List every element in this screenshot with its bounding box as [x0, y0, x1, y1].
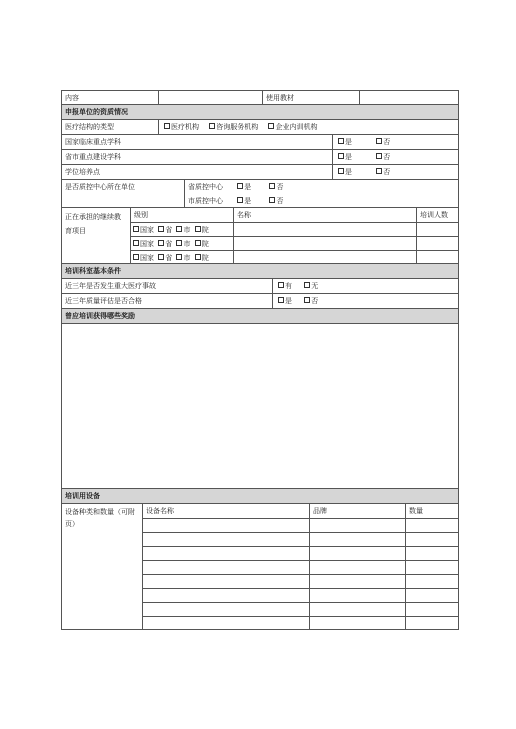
col-quantity: 数量 [405, 504, 458, 518]
brand-field[interactable] [309, 519, 405, 532]
quantity-field[interactable] [405, 617, 458, 630]
content-label: 内容 [65, 94, 79, 102]
level-hospital[interactable]: 院 [193, 226, 209, 234]
checkbox-icon [269, 197, 275, 203]
ce-header-row [131, 208, 458, 222]
provincial-key-label: 省市重点建设学科 [65, 153, 121, 161]
col-trainees-header: 培训人数 [416, 208, 458, 222]
level-options [131, 251, 233, 264]
yes-option[interactable]: 有 [276, 282, 292, 290]
level-city[interactable]: 市 [174, 240, 190, 248]
level-national[interactable]: 国家 [131, 226, 154, 234]
brand-field[interactable] [309, 589, 405, 602]
checkbox-icon [376, 138, 382, 144]
header-row [61, 90, 459, 105]
section-title: 培训用设备 [65, 491, 100, 500]
no-option[interactable]: 否 [374, 168, 390, 176]
checkbox-icon [376, 168, 382, 174]
equipment-label: 设备种类和数量（可附页） [65, 508, 135, 528]
awards-value[interactable] [62, 324, 458, 488]
equipment-name-field[interactable] [143, 617, 309, 630]
no-option[interactable]: 否 [267, 197, 283, 205]
checkbox-icon [176, 226, 182, 232]
project-name-field[interactable] [233, 237, 416, 250]
checkbox-icon [304, 297, 310, 303]
trainee-count-field[interactable] [416, 251, 458, 264]
no-option[interactable]: 否 [374, 153, 390, 161]
provincial-key-options [332, 150, 458, 164]
quantity-field[interactable] [405, 547, 458, 560]
level-province[interactable]: 省 [156, 240, 172, 248]
level-hospital[interactable]: 院 [193, 240, 209, 248]
project-name-field[interactable] [233, 223, 416, 236]
checkbox-icon [195, 240, 201, 246]
national-key-options [332, 135, 458, 149]
degree-point-row [61, 165, 459, 180]
col-level-header: 级别 [134, 211, 148, 219]
equipment-name-field[interactable] [143, 575, 309, 588]
org-type-row [61, 120, 459, 135]
quality-label: 近三年质量评估是否合格 [65, 297, 142, 305]
qc-center-options [184, 180, 458, 207]
brand-field[interactable] [309, 561, 405, 574]
awards-field[interactable] [61, 324, 459, 489]
ce-project-row [131, 250, 458, 264]
section-title: 申报单位的资质情况 [65, 107, 128, 116]
accident-label: 近三年是否发生重大医疗事故 [65, 282, 156, 290]
checkbox-icon [338, 168, 344, 174]
col-equipment-name: 设备名称 [146, 507, 174, 515]
equipment-data-row[interactable] [143, 616, 458, 630]
quantity-field[interactable] [405, 575, 458, 588]
yes-option[interactable]: 是 [235, 197, 251, 205]
trainee-count-field[interactable] [416, 223, 458, 236]
application-form [61, 90, 459, 630]
ce-projects-table [130, 208, 458, 263]
yes-option[interactable]: 是 [336, 168, 352, 176]
quality-options [272, 294, 458, 308]
level-province[interactable]: 省 [156, 226, 172, 234]
municipal-qc-row [185, 194, 458, 208]
equipment-data-row[interactable] [143, 532, 458, 546]
org-option-medical[interactable]: 医疗机构 [162, 123, 199, 131]
no-option[interactable]: 否 [302, 297, 318, 305]
checkbox-icon [133, 240, 139, 246]
equipment-name-field[interactable] [143, 533, 309, 546]
col-name-header: 名称 [233, 208, 416, 222]
no-option[interactable]: 无 [302, 282, 318, 290]
level-options [131, 223, 233, 236]
ce-project-row [131, 236, 458, 250]
trainee-count-field[interactable] [416, 237, 458, 250]
org-type-label: 医疗结构的类型 [65, 123, 114, 131]
equipment-data-row[interactable] [143, 560, 458, 574]
checkbox-icon [278, 297, 284, 303]
awards-label: 曾应培训获得哪些奖励 [65, 311, 135, 320]
textbook-label: 使用教材 [262, 91, 359, 104]
checkbox-icon [195, 226, 201, 232]
accident-row [61, 279, 459, 294]
national-key-label: 国家临床重点学科 [65, 138, 121, 146]
section-qualification [61, 105, 459, 120]
checkbox-icon [158, 240, 164, 246]
level-city[interactable]: 市 [174, 226, 190, 234]
yes-option[interactable]: 是 [276, 297, 292, 305]
checkbox-icon [176, 240, 182, 246]
national-key-row [61, 135, 459, 150]
level-options [131, 237, 233, 250]
checkbox-icon [164, 123, 170, 129]
equipment-data-row[interactable] [143, 518, 458, 532]
quantity-field[interactable] [405, 533, 458, 546]
checkbox-icon [133, 254, 139, 260]
level-city[interactable]: 市 [174, 254, 190, 262]
no-option[interactable]: 否 [374, 138, 390, 146]
awards-header [61, 309, 459, 324]
quantity-field[interactable] [405, 519, 458, 532]
qc-center-row [61, 180, 459, 208]
provincial-qc-row [185, 180, 458, 194]
qc-center-label: 是否质控中心所在单位 [65, 183, 135, 191]
equipment-row [61, 504, 459, 630]
checkbox-icon [338, 153, 344, 159]
brand-field[interactable] [309, 617, 405, 630]
checkbox-icon [278, 282, 284, 288]
checkbox-icon [195, 254, 201, 260]
checkbox-icon [209, 123, 215, 129]
equipment-data-row[interactable] [143, 546, 458, 560]
equipment-header-row [143, 504, 458, 518]
textbook-field[interactable] [359, 91, 459, 104]
level-national[interactable]: 国家 [131, 254, 154, 262]
equipment-name-field[interactable] [143, 547, 309, 560]
equipment-name-field[interactable] [143, 589, 309, 602]
equipment-name-field[interactable] [143, 603, 309, 616]
degree-point-options [332, 165, 458, 179]
brand-field[interactable] [309, 533, 405, 546]
checkbox-icon [176, 254, 182, 260]
provincial-key-row [61, 150, 459, 165]
checkbox-icon [304, 282, 310, 288]
quantity-field[interactable] [405, 589, 458, 602]
col-brand: 品牌 [309, 504, 405, 518]
level-province[interactable]: 省 [156, 254, 172, 262]
provincial-qc-label: 省质控中心 [188, 183, 223, 191]
level-hospital[interactable]: 院 [193, 254, 209, 262]
section-equipment [61, 489, 459, 504]
ce-projects-row [61, 208, 459, 264]
org-option-consulting[interactable]: 咨询服务机构 [207, 123, 258, 131]
checkbox-icon [269, 183, 275, 189]
checkbox-icon [158, 226, 164, 232]
quantity-field[interactable] [405, 603, 458, 616]
equipment-data-row[interactable] [143, 602, 458, 616]
checkbox-icon [158, 254, 164, 260]
no-option[interactable]: 否 [267, 183, 283, 191]
ce-projects-label: 正在承担的继续教育项目 [65, 213, 121, 235]
level-national[interactable]: 国家 [131, 240, 154, 248]
checkbox-icon [338, 138, 344, 144]
checkbox-icon [133, 226, 139, 232]
checkbox-icon [268, 123, 274, 129]
quality-row [61, 294, 459, 309]
project-name-field[interactable] [233, 251, 416, 264]
degree-point-label: 学位培养点 [65, 168, 100, 176]
quantity-field[interactable] [405, 561, 458, 574]
checkbox-icon [237, 183, 243, 189]
content-field[interactable] [158, 91, 262, 104]
yes-option[interactable]: 是 [336, 138, 352, 146]
municipal-qc-label: 市质控中心 [188, 197, 223, 205]
org-type-options [158, 120, 458, 134]
equipment-table [142, 504, 458, 629]
yes-option[interactable]: 是 [235, 183, 251, 191]
org-option-corporate[interactable]: 企业内训机构 [266, 123, 317, 131]
brand-field[interactable] [309, 547, 405, 560]
ce-project-row [131, 222, 458, 236]
accident-options [272, 279, 458, 293]
equipment-data-row[interactable] [143, 588, 458, 602]
checkbox-icon [237, 197, 243, 203]
section-department [61, 264, 459, 279]
brand-field[interactable] [309, 575, 405, 588]
yes-option[interactable]: 是 [336, 153, 352, 161]
section-title: 培训科室基本条件 [65, 266, 121, 275]
equipment-data-row[interactable] [143, 574, 458, 588]
equipment-name-field[interactable] [143, 519, 309, 532]
brand-field[interactable] [309, 603, 405, 616]
equipment-name-field[interactable] [143, 561, 309, 574]
checkbox-icon [376, 153, 382, 159]
